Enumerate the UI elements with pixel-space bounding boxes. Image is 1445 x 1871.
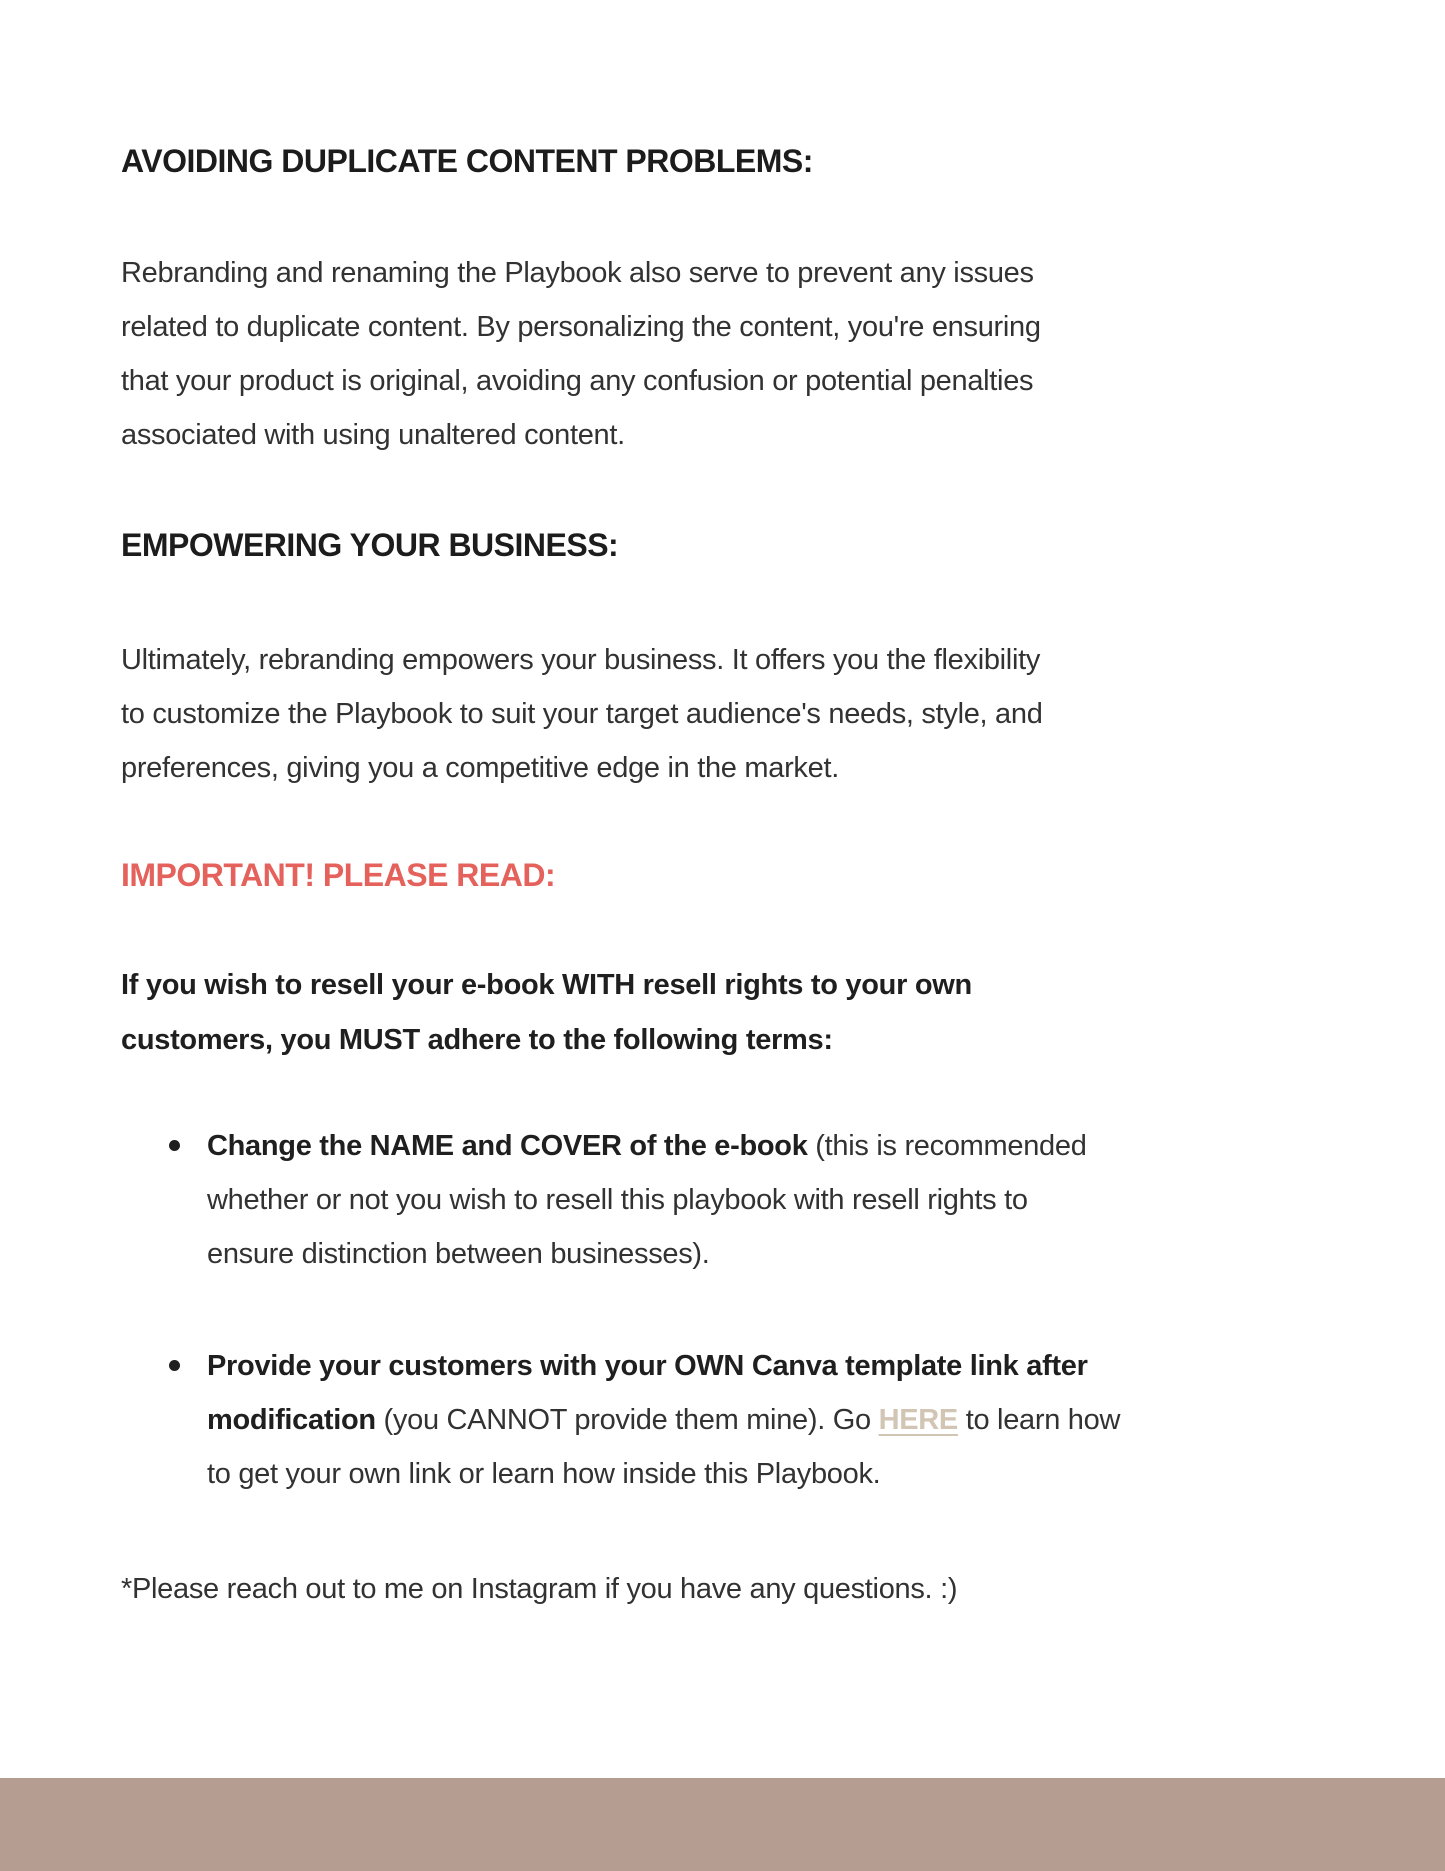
bullet-line: [207, 1119, 1087, 1173]
paragraph-line: associated with using unaltered content.: [121, 419, 625, 451]
here-link[interactable]: HERE: [878, 1404, 958, 1436]
paragraph-line: Rebranding and renaming the Playbook also serve to prevent any issues: [121, 257, 1034, 289]
footer-color-bar: [0, 1778, 1445, 1871]
bullet-bold-text: Change the NAME and COVER of the e-book: [207, 1130, 808, 1162]
terms-intro-line: If you wish to resell your e-book WITH resell rights to your own: [121, 969, 972, 1001]
paragraph-line: preferences, giving you a competitive edge in the market.: [121, 752, 839, 784]
bullet-icon: [169, 1360, 180, 1371]
section-heading-important-please-read: IMPORTANT! PLEASE READ:: [121, 857, 556, 893]
section-heading-duplicate-content: AVOIDING DUPLICATE CONTENT PROBLEMS:: [121, 143, 813, 179]
instagram-footnote: *Please reach out to me on Instagram if you have any questions. :): [121, 1573, 958, 1605]
bullet-line: whether or not you wish to resell this playbook with resell rights to: [207, 1184, 1028, 1216]
paragraph-line: Ultimately, rebranding empowers your business. It offers you the flexibility: [121, 644, 1041, 676]
bullet-line: ensure distinction between businesses).: [207, 1238, 710, 1270]
paragraph-line: that your product is original, avoiding any confusion or potential penalties: [121, 365, 1034, 397]
bullet-bold-text: Provide your customers with your OWN Canva template link after: [207, 1350, 1088, 1382]
term-bullet-change-name-cover: [121, 1119, 1087, 1281]
paragraph-duplicate-content: [121, 246, 1041, 462]
bullet-line: [207, 1339, 1120, 1393]
paragraph-line: related to duplicate content. By personalizing the content, you're ensuring: [121, 311, 1041, 343]
section-heading-empowering-business: EMPOWERING YOUR BUSINESS:: [121, 527, 619, 563]
bullet-line: to get your own link or learn how inside this Playbook.: [207, 1458, 881, 1490]
paragraph-empowering-business: [121, 633, 1043, 795]
paragraph-line: to customize the Playbook to suit your target audience's needs, style, and: [121, 698, 1043, 730]
bullet-regular-text: (you CANNOT provide them mine). Go: [375, 1404, 879, 1436]
bullet-bold-text: modification: [207, 1404, 376, 1436]
term-bullet-own-canva-link: [121, 1339, 1120, 1501]
bullet-regular-text: to learn how: [957, 1404, 1121, 1436]
terms-intro: [121, 958, 972, 1068]
bullet-regular-text: (this is recommended: [807, 1130, 1087, 1162]
bullet-line: [207, 1393, 1120, 1447]
bullet-icon: [169, 1140, 180, 1151]
terms-intro-line: customers, you MUST adhere to the following terms:: [121, 1024, 833, 1056]
